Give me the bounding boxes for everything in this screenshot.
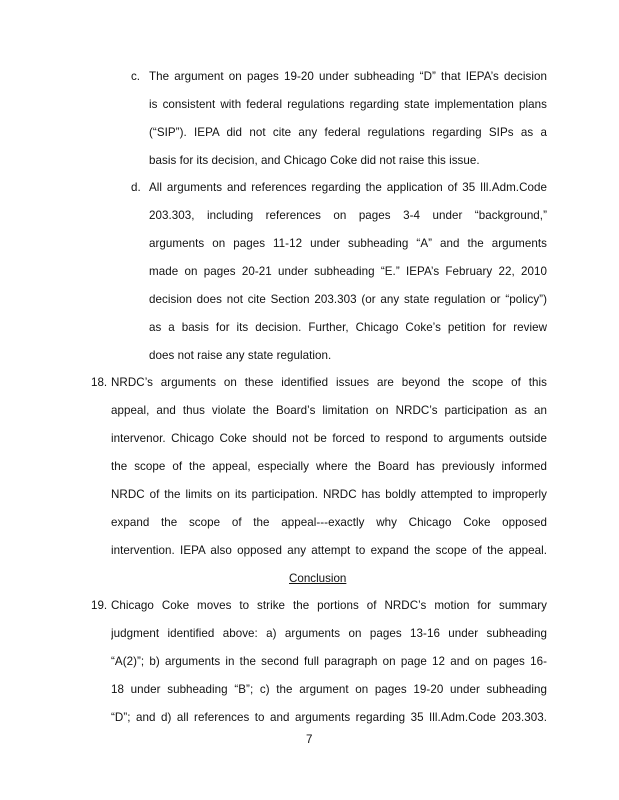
item-c-line-1: The argument on pages 19-20 under subheading “D” that IEPA’s decision	[149, 70, 547, 83]
item-c-line-3: (“SIP”). IEPA did not cite any federal regulations regarding SIPs as a	[149, 126, 547, 139]
item-d-line-7: does not raise any state regulation.	[149, 349, 332, 362]
para-18-line-4: the scope of the appeal, especially where the Board has previously informed	[111, 460, 547, 473]
para-19-line-4: 18 under subheading “B”; c) the argument on pages 19-20 under subheading	[111, 683, 547, 696]
para-19-line-5: “D”; and d) all references to and arguments regarding 35 Ill.Adm.Code 203.303.	[111, 711, 547, 724]
para-18-marker: 18.	[91, 376, 108, 389]
para-19-line-3: “A(2)”; b) arguments in the second full paragraph on page 12 and on pages 16-	[111, 655, 547, 668]
item-d-line-2: 203.303, including references on pages 3-4 under “background,”	[149, 209, 547, 222]
para-19-line-1: Chicago Coke moves to strike the portions of NRDC’s motion for summary	[111, 599, 547, 612]
item-d-marker: d.	[131, 181, 141, 194]
item-d-line-3: arguments on pages 11-12 under subheading “A” and the arguments	[149, 237, 547, 250]
item-c-line-2: is consistent with federal regulations regarding state implementation plans	[149, 98, 547, 111]
item-d-line-4: made on pages 20-21 under subheading “E.” IEPA’s February 22, 2010	[149, 265, 547, 278]
item-c-marker: c.	[131, 70, 141, 83]
para-19-line-2: judgment identified above: a) arguments on pages 13-16 under subheading	[111, 627, 547, 640]
para-18-line-6: expand the scope of the appeal---exactly why Chicago Coke opposed	[111, 516, 547, 529]
conclusion-heading: Conclusion	[289, 572, 347, 585]
para-18-line-1: NRDC’s arguments on these identified issues are beyond the scope of this	[111, 376, 547, 389]
page-number: 7	[306, 733, 313, 746]
item-d-line-6: as a basis for its decision. Further, Chicago Coke’s petition for review	[149, 321, 547, 334]
para-18-line-5: NRDC of the limits on its participation. NRDC has boldly attempted to improperly	[111, 488, 547, 501]
item-d-line-5: decision does not cite Section 203.303 (or any state regulation or “policy”)	[149, 293, 547, 306]
para-18-line-2: appeal, and thus violate the Board’s limitation on NRDC’s participation as an	[111, 404, 547, 417]
item-c-line-4: basis for its decision, and Chicago Coke did not raise this issue.	[149, 154, 480, 167]
item-d-line-1: All arguments and references regarding the application of 35 Ill.Adm.Code	[149, 181, 547, 194]
para-18-line-3: intervenor. Chicago Coke should not be forced to respond to arguments outside	[111, 432, 547, 445]
para-19-marker: 19.	[91, 599, 108, 612]
para-18-line-7: intervention. IEPA also opposed any attempt to expand the scope of the appeal.	[111, 544, 547, 557]
